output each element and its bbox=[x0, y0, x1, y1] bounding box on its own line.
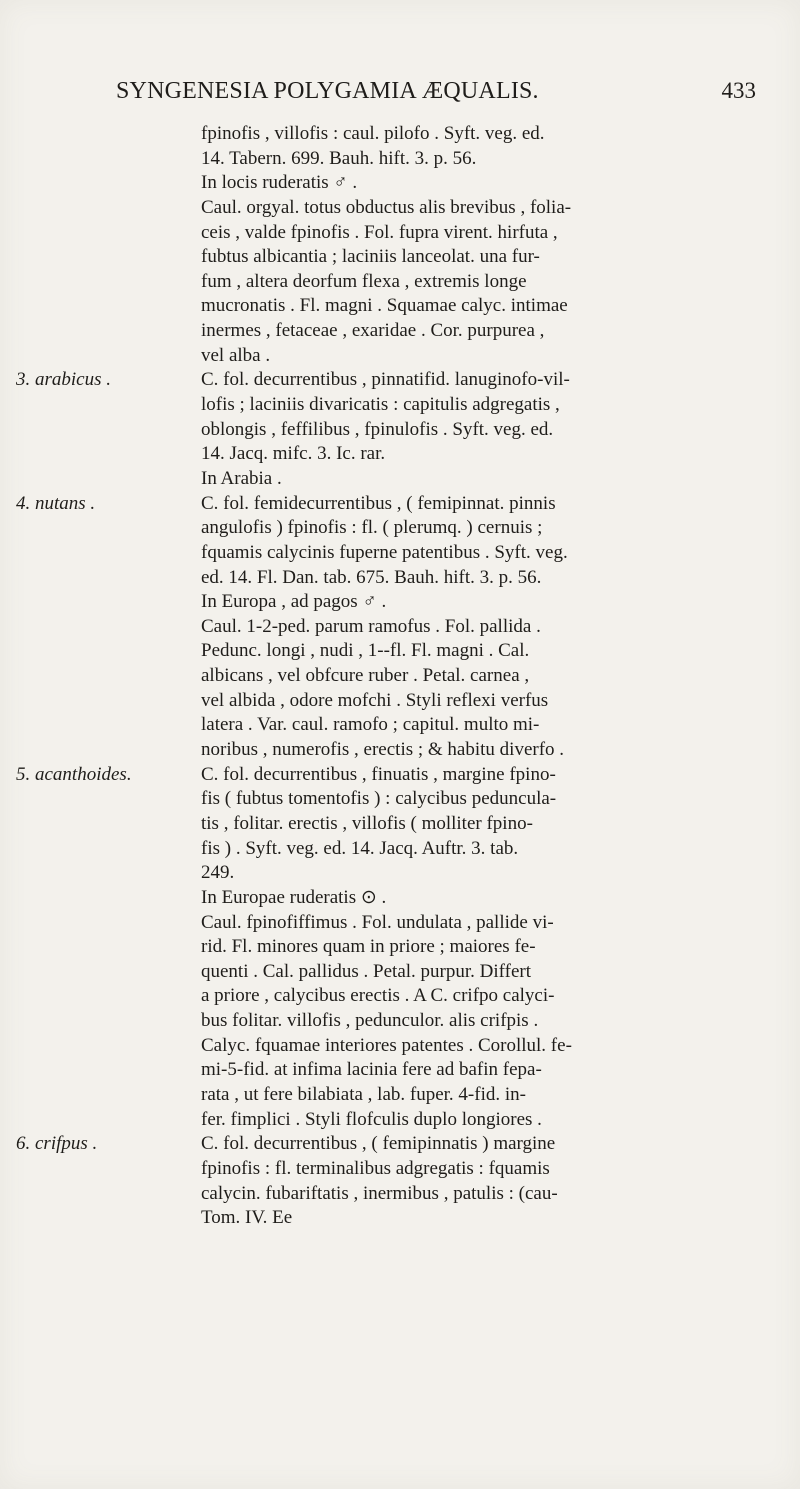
line-text: 14. Tabern. 699. Bauh. hift. 3. p. 56. bbox=[201, 147, 477, 169]
text-line bbox=[16, 442, 776, 467]
text-line bbox=[16, 590, 776, 615]
text-line bbox=[16, 368, 776, 393]
line-text: In Europae ruderatis ⊙ . bbox=[201, 886, 387, 908]
line-text: rid. Fl. minores quam in priore ; maiores fe- bbox=[201, 936, 536, 958]
text-line bbox=[16, 960, 776, 985]
line-text: fpinofis , villofis : caul. pilofo . Syft. veg. ed. bbox=[201, 123, 545, 144]
text-line bbox=[16, 1058, 776, 1083]
line-text: mucronatis . Fl. magni . Squamae calyc. intimae bbox=[201, 295, 568, 317]
line-text: mi-5-fid. at infima lacinia fere ad bafin fepa- bbox=[201, 1059, 542, 1081]
line-text: fquamis calycinis fuperne patentibus . Syft. veg. bbox=[201, 541, 568, 563]
species-label: 5. acanthoides. bbox=[16, 763, 132, 785]
text-line bbox=[16, 393, 776, 418]
line-text: quenti . Cal. pallidus . Petal. purpur. Differt bbox=[201, 960, 531, 982]
line-text: rata , ut fere bilabiata , lab. fuper. 4-fid. in- bbox=[201, 1083, 526, 1105]
line-text: C. fol. decurrentibus , ( femipinnatis ) margine bbox=[201, 1133, 556, 1155]
text-line bbox=[16, 1132, 776, 1157]
text-line bbox=[16, 1182, 776, 1207]
line-text: calycin. fubariftatis , inermibus , patulis : (cau- bbox=[201, 1182, 558, 1204]
text-line bbox=[16, 1083, 776, 1108]
line-text: fis ) . Syft. veg. ed. 14. Jacq. Auftr. 3. tab. bbox=[201, 837, 519, 859]
text-line bbox=[16, 171, 776, 196]
line-text: Tom. IV. Ee bbox=[201, 1207, 293, 1229]
text-line bbox=[16, 738, 776, 763]
text-line bbox=[16, 221, 776, 246]
line-text: vel albida , odore mofchi . Styli reflexi verfus bbox=[201, 689, 549, 711]
text-line bbox=[16, 886, 776, 911]
text-line bbox=[16, 861, 776, 886]
line-text: fubtus albicantia ; laciniis lanceolat. una fur- bbox=[201, 246, 540, 268]
line-text: tis , folitar. erectis , villofis ( molliter fpino- bbox=[201, 812, 533, 834]
line-text: In locis ruderatis ♂ . bbox=[201, 172, 358, 194]
line-text: In Europa , ad pagos ♂ . bbox=[201, 591, 387, 613]
text-line bbox=[16, 319, 776, 344]
line-text: inermes , fetaceae , exaridae . Cor. purpurea , bbox=[201, 320, 545, 342]
line-text: bus folitar. villofis , pedunculor. alis crifpis . bbox=[201, 1010, 539, 1032]
line-text: 249. bbox=[201, 862, 235, 884]
line-text: lofis ; laciniis divaricatis : capitulis adgregatis , bbox=[201, 394, 560, 416]
line-text: albicans , vel obfcure ruber . Petal. carnea , bbox=[201, 665, 530, 687]
text-line bbox=[16, 911, 776, 936]
line-text: Calyc. fquamae interiores patentes . Corollul. fe- bbox=[201, 1034, 572, 1056]
text-line bbox=[16, 1009, 776, 1034]
text-line bbox=[16, 639, 776, 664]
line-text: vel alba . bbox=[201, 344, 271, 366]
text-line bbox=[16, 935, 776, 960]
text-line bbox=[16, 270, 776, 295]
line-text: fum , altera deorfum flexa , extremis longe bbox=[201, 270, 527, 292]
text-line bbox=[16, 492, 776, 517]
page-body bbox=[16, 122, 776, 1231]
line-text: fis ( fubtus tomentofis ) : calycibus peduncula- bbox=[201, 788, 557, 810]
line-text: C. fol. decurrentibus , pinnatifid. lanuginofo-vil- bbox=[201, 369, 570, 391]
line-text: ceis , valde fpinofis . Fol. fupra virent. hirfuta , bbox=[201, 221, 558, 243]
text-line bbox=[16, 984, 776, 1009]
line-text: oblongis , feffilibus , fpinulofis . Syft. veg. ed. bbox=[201, 418, 554, 440]
species-label: 3. arabicus . bbox=[16, 369, 111, 391]
line-text: fer. fimplici . Styli flofculis duplo longiores . bbox=[201, 1108, 542, 1130]
text-line bbox=[16, 812, 776, 837]
line-text: Caul. 1-2-ped. parum ramofus . Fol. pallida . bbox=[201, 615, 541, 637]
text-line bbox=[16, 1034, 776, 1059]
running-title: SYNGENESIA POLYGAMIA ÆQUALIS. bbox=[116, 78, 539, 104]
text-line bbox=[16, 196, 776, 221]
text-line bbox=[16, 1157, 776, 1182]
line-text: noribus , numerofis , erectis ; & habitu diverfo . bbox=[201, 739, 565, 761]
text-line bbox=[16, 664, 776, 689]
page-number: 433 bbox=[721, 78, 756, 103]
text-line bbox=[16, 541, 776, 566]
line-text: C. fol. decurrentibus , finuatis , margine fpino- bbox=[201, 763, 556, 785]
text-line bbox=[16, 713, 776, 738]
text-line bbox=[16, 344, 776, 369]
text-line bbox=[16, 787, 776, 812]
text-line bbox=[16, 1206, 776, 1231]
species-label: 4. nutans . bbox=[16, 492, 96, 514]
text-line bbox=[16, 516, 776, 541]
line-text: fpinofis : fl. terminalibus adgregatis : fquamis bbox=[201, 1157, 550, 1179]
text-line bbox=[16, 763, 776, 788]
line-text: C. fol. femidecurrentibus , ( femipinnat. pinnis bbox=[201, 492, 556, 514]
text-line bbox=[16, 689, 776, 714]
line-text: a priore , calycibus erectis . A C. crifpo calyci- bbox=[201, 985, 555, 1007]
text-line bbox=[16, 566, 776, 591]
line-text: latera . Var. caul. ramofo ; capitul. multo mi- bbox=[201, 714, 540, 736]
line-text: ed. 14. Fl. Dan. tab. 675. Bauh. hift. 3. p. 56. bbox=[201, 566, 542, 588]
line-text: Pedunc. longi , nudi , 1--fl. Fl. magni . Cal. bbox=[201, 640, 530, 662]
text-line bbox=[16, 245, 776, 270]
line-text: Caul. orgyal. totus obductus alis brevibus , folia- bbox=[201, 196, 572, 218]
text-line bbox=[16, 615, 776, 640]
line-text: angulofis ) fpinofis : fl. ( plerumq. ) cernuis ; bbox=[201, 517, 543, 539]
text-line bbox=[16, 837, 776, 862]
text-line bbox=[16, 147, 776, 172]
line-text: 14. Jacq. mifc. 3. Ic. rar. bbox=[201, 443, 386, 465]
text-line bbox=[16, 1108, 776, 1133]
page-header bbox=[116, 78, 756, 118]
line-text: Caul. fpinofiffimus . Fol. undulata , pallide vi- bbox=[201, 911, 554, 933]
species-label: 6. crifpus . bbox=[16, 1133, 98, 1155]
text-line bbox=[16, 467, 776, 492]
line-text: In Arabia . bbox=[201, 467, 282, 489]
text-line bbox=[16, 122, 776, 147]
text-line bbox=[16, 418, 776, 443]
text-line bbox=[16, 294, 776, 319]
